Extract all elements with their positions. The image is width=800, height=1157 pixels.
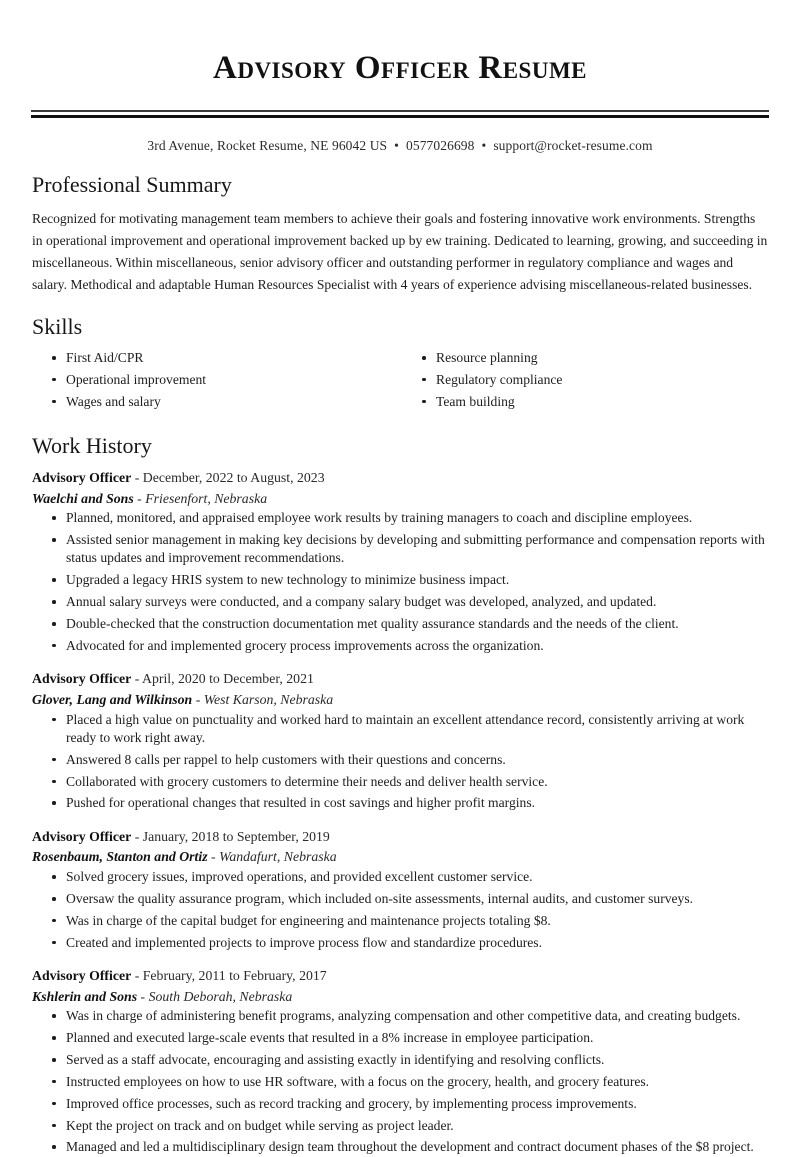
contact-line: [30, 138, 770, 154]
job-separator: -: [134, 968, 140, 984]
job-entry: [30, 827, 770, 952]
list-item: Planned, monitored, and appraised employee work results by training managers to coach and discipline employees.: [52, 509, 770, 527]
list-item: Pushed for operational changes that resulted in cost savings and higher profit margins.: [52, 794, 770, 812]
list-item: Resource planning: [422, 349, 770, 367]
job-company-line: [32, 690, 770, 711]
job-separator: -: [134, 469, 140, 485]
section-heading-summary: Professional Summary: [32, 172, 232, 198]
job-bullet-list: [30, 711, 770, 813]
section-heading-skills: Skills: [32, 313, 83, 339]
list-item: Managed and led a multidisciplinary design team throughout the development and contract document phases of the $8 project.: [52, 1138, 770, 1156]
job-dates: February, 2011 to February, 2017: [142, 968, 327, 984]
list-item: Created and implemented projects to improve process flow and standardize procedures.: [52, 934, 770, 952]
job-bullet-list: [30, 868, 770, 952]
job-company: Waelchi and Sons: [32, 490, 134, 506]
contact-separator-2: •: [481, 138, 487, 154]
list-item: Double-checked that the construction documentation met quality assurance standards and the needs of the client.: [52, 615, 770, 633]
skills-list-left: [30, 349, 400, 411]
resume-page: [0, 22, 800, 1155]
job-location: West Karson, Nebraska: [203, 691, 334, 707]
list-item: Advocated for and implemented grocery process improvements across the organization.: [52, 637, 770, 655]
job-location: Wandafurt, Nebraska: [219, 849, 337, 865]
page-title: Advisory Officer Resume: [213, 50, 587, 87]
list-item: Upgraded a legacy HRIS system to new technology to minimize business impact.: [52, 571, 770, 589]
list-item: Kept the project on track and on budget while serving as project leader.: [52, 1117, 770, 1135]
section-heading-work-history: Work History: [32, 432, 152, 458]
job-title: Advisory Officer: [32, 469, 132, 485]
contact-phone: 0577026698: [406, 138, 475, 154]
list-item: Answered 8 calls per rappel to help customers with their questions and concerns.: [52, 751, 770, 769]
job-title: Advisory Officer: [32, 671, 132, 687]
job-title-line: [32, 827, 770, 848]
job-separator: -: [211, 849, 216, 865]
list-item: Wages and salary: [52, 393, 400, 411]
skills-columns: [30, 349, 770, 415]
job-dates: April, 2020 to December, 2021: [142, 671, 314, 687]
list-item: Served as a staff advocate, encouraging and assisting exactly in identifying and resolving conflicts.: [52, 1051, 770, 1069]
job-separator: -: [195, 691, 201, 707]
job-company: Kshlerin and Sons: [32, 988, 138, 1004]
job-location: South Deborah, Nebraska: [148, 988, 293, 1004]
job-company-line: [32, 489, 770, 510]
job-entry: [30, 669, 770, 813]
list-item: Was in charge of the capital budget for engineering and maintenance projects totaling $8.: [52, 912, 770, 930]
job-location: Friesenfort, Nebraska: [145, 490, 268, 506]
list-item: Operational improvement: [52, 371, 400, 389]
skills-column-right: [400, 349, 770, 415]
job-separator: -: [140, 988, 146, 1004]
list-item: Oversaw the quality assurance program, which included on-site assessments, internal audits, and customer surveys.: [52, 890, 770, 908]
list-item: Regulatory compliance: [422, 371, 770, 389]
list-item: Was in charge of administering benefit programs, analyzing compensation and other competitive data, and creating budgets.: [52, 1007, 770, 1025]
list-item: Assisted senior management in making key decisions by developing and submitting performance and compensation reports with status updates and improvement recommendations.: [52, 531, 770, 568]
contact-email[interactable]: support@rocket-resume.com: [493, 138, 653, 154]
section-skills: [30, 314, 770, 415]
section-work-history: [30, 433, 770, 1157]
list-item: Team building: [422, 393, 770, 411]
job-separator: -: [134, 671, 140, 687]
job-title: Advisory Officer: [32, 828, 132, 844]
list-item: Annual salary surveys were conducted, and a company salary budget was developed, analyzed, and updated.: [52, 593, 770, 611]
job-dates: December, 2022 to August, 2023: [142, 469, 325, 485]
job-bullet-list: [30, 1007, 770, 1156]
list-item: Solved grocery issues, improved operations, and provided excellent customer service.: [52, 868, 770, 886]
job-entry: [30, 468, 770, 655]
job-company-line: [32, 847, 770, 868]
job-company: Glover, Lang and Wilkinson: [32, 691, 193, 707]
list-item: Improved office processes, such as record tracking and grocery, by implementing process improvements.: [52, 1095, 770, 1113]
job-dates: January, 2018 to September, 2019: [142, 828, 330, 844]
section-professional-summary: [30, 172, 770, 295]
job-entry: [30, 966, 770, 1157]
job-title-line: [32, 468, 770, 489]
contact-separator-1: •: [394, 138, 399, 154]
job-company-line: [32, 987, 770, 1008]
list-item: Collaborated with grocery customers to determine their needs and deliver health service.: [52, 773, 770, 791]
contact-address: 3rd Avenue, Rocket Resume, NE 96042 US: [147, 138, 388, 154]
divider-thick-line: [31, 115, 769, 118]
job-company: Rosenbaum, Stanton and Ortiz: [32, 849, 208, 865]
skills-list-right: [400, 349, 770, 411]
job-title: Advisory Officer: [32, 968, 132, 984]
list-item: Placed a high value on punctuality and worked hard to maintain an excellent attendance record, consistently arriving at work ready to work right away.: [52, 711, 770, 748]
summary-text: Recognized for motivating management team members to achieve their goals and fostering innovative work environments. Strengths in operational improvement and operational improvement backed up by ew training. Dedicated to learning, growing, and succeeding in miscellaneous. Within miscellaneous, senior advisory officer and outstanding performer in regulatory compliance and wages and salary. Methodical and adaptable Human Resources Specialist with 4 years of experience advising miscellaneous-related businesses.: [32, 210, 768, 292]
list-item: First Aid/CPR: [52, 349, 400, 367]
job-title-line: [32, 669, 770, 690]
job-bullet-list: [30, 509, 770, 655]
job-separator: -: [137, 490, 142, 506]
skills-column-left: [30, 349, 400, 415]
list-item: Instructed employees on how to use HR software, with a focus on the grocery, health, and grocery features.: [52, 1073, 770, 1091]
job-separator: -: [134, 828, 140, 844]
job-title-line: [32, 966, 770, 987]
list-item: Planned and executed large-scale events that resulted in a 8% increase in employee participation.: [52, 1029, 770, 1047]
header-divider: [31, 110, 769, 118]
